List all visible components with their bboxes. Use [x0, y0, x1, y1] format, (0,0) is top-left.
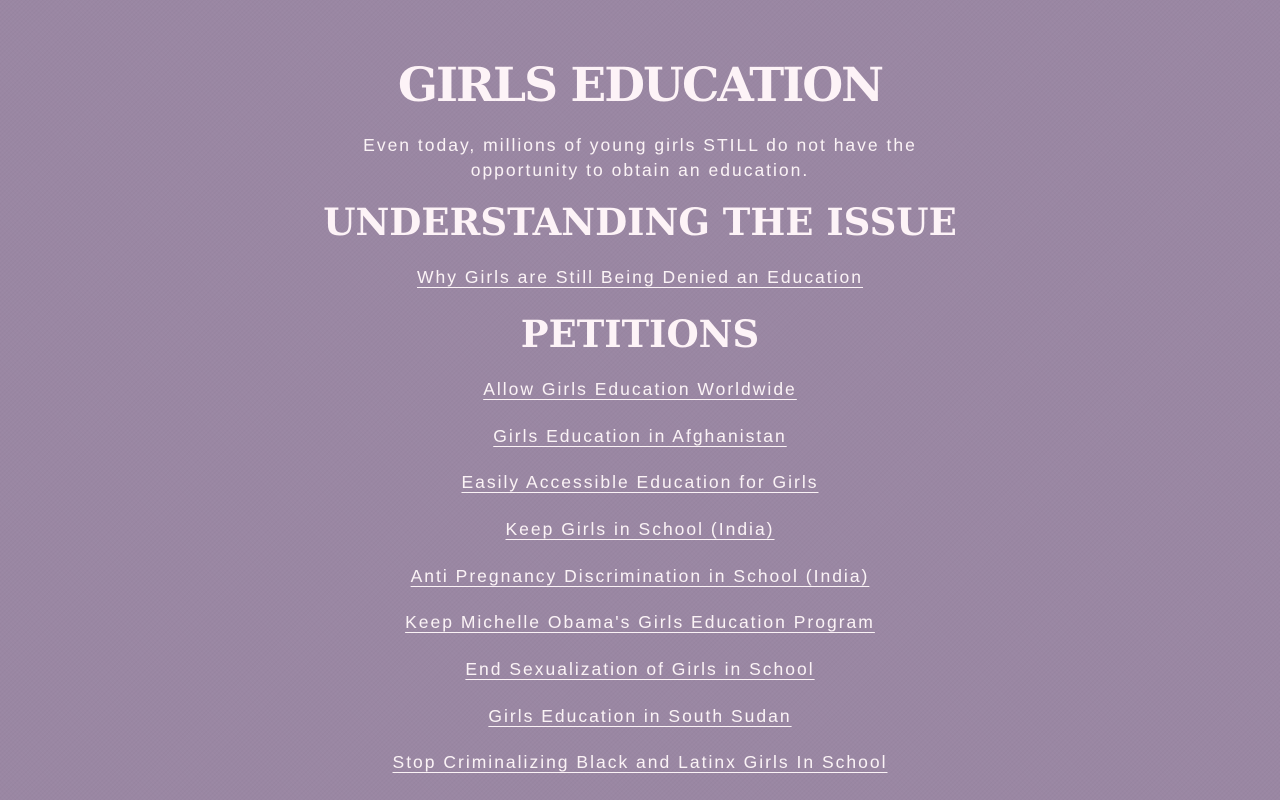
- understanding-heading: UNDERSTANDING THE ISSUE: [323, 200, 957, 244]
- petition-link-afghanistan[interactable]: Girls Education in Afghanistan: [493, 426, 787, 446]
- link-why-girls-denied[interactable]: Why Girls are Still Being Denied an Education: [416, 267, 863, 287]
- petition-link-stop-criminalizing[interactable]: Stop Criminalizing Black and Latinx Girls In School: [392, 752, 888, 772]
- petition-link-accessible[interactable]: Easily Accessible Education for Girls: [461, 472, 819, 492]
- page-title: GIRLS EDUCATION: [397, 58, 883, 113]
- petition-link-keep-in-school-india[interactable]: Keep Girls in School (India): [505, 519, 775, 539]
- petition-link-south-sudan[interactable]: Girls Education in South Sudan: [488, 706, 792, 726]
- intro-text: Even today, millions of young girls STILL do not have the opportunity to obtain an education.: [363, 135, 917, 180]
- petitions-heading: PETITIONS: [520, 312, 760, 356]
- petition-link-worldwide[interactable]: Allow Girls Education Worldwide: [483, 379, 797, 399]
- petition-link-end-sexualization[interactable]: End Sexualization of Girls in School: [465, 659, 815, 679]
- petition-link-anti-pregnancy[interactable]: Anti Pregnancy Discrimination in School (India): [410, 566, 870, 586]
- petition-link-michelle-obama[interactable]: Keep Michelle Obama's Girls Education Program: [405, 612, 875, 632]
